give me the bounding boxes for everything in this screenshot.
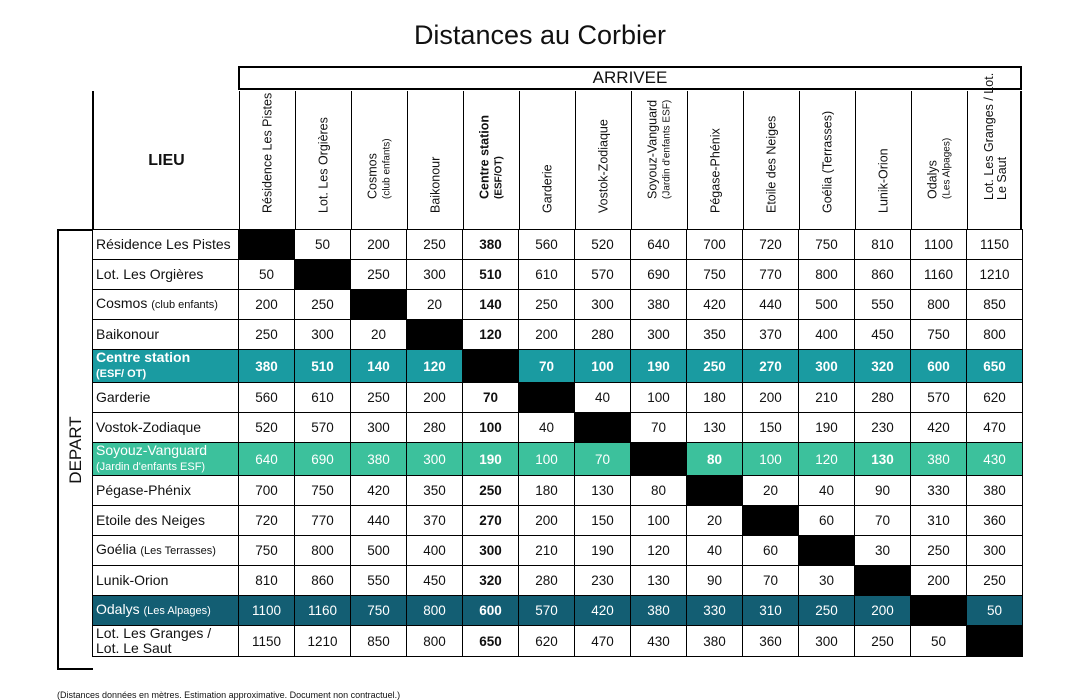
distance-cell: 200 bbox=[351, 230, 407, 260]
distance-cell: 200 bbox=[911, 566, 967, 596]
footnote: (Distances données en mètres. Estimation approximative. Document non contractuel.) bbox=[57, 690, 401, 700]
distance-cell: 860 bbox=[855, 260, 911, 290]
distance-cell: 750 bbox=[239, 536, 295, 566]
column-header-name: Goélia (Terrasses) bbox=[820, 110, 834, 213]
distance-cell: 640 bbox=[239, 443, 295, 476]
distance-cell: 520 bbox=[239, 413, 295, 443]
distance-cell: 180 bbox=[687, 383, 743, 413]
distance-cell: 310 bbox=[743, 596, 799, 626]
row-label bbox=[93, 383, 239, 413]
distance-cell: 770 bbox=[295, 506, 351, 536]
distance-table bbox=[92, 229, 1023, 657]
row-label-name: Vostok-Zodiaque bbox=[96, 419, 202, 435]
distance-cell: 510 bbox=[295, 350, 351, 383]
column-header-name: Lot. Les Orgières bbox=[316, 117, 330, 213]
row-label bbox=[93, 260, 239, 290]
distance-cell: 330 bbox=[911, 476, 967, 506]
distance-cell: 70 bbox=[855, 506, 911, 536]
distance-cell: 80 bbox=[631, 476, 687, 506]
row-label-name: Baikonour bbox=[96, 326, 160, 342]
distance-cell: 250 bbox=[855, 626, 911, 657]
distance-cell: 720 bbox=[239, 506, 295, 536]
row-label bbox=[93, 290, 239, 320]
distance-cell: 280 bbox=[575, 320, 631, 350]
distance-cell: 800 bbox=[295, 536, 351, 566]
distance-cell: 700 bbox=[239, 476, 295, 506]
distance-cell: 230 bbox=[855, 413, 911, 443]
distance-cell: 30 bbox=[855, 536, 911, 566]
table-row bbox=[93, 413, 1023, 443]
distance-cell: 380 bbox=[631, 596, 687, 626]
distance-cell: 750 bbox=[799, 230, 855, 260]
row-label-name: Goélia bbox=[96, 541, 137, 557]
distance-cell: 130 bbox=[855, 443, 911, 476]
distance-cell: 400 bbox=[799, 320, 855, 350]
distance-cell: 190 bbox=[799, 413, 855, 443]
distance-cell: 360 bbox=[967, 506, 1023, 536]
row-label-sub: Lot. Le Saut bbox=[96, 640, 172, 656]
column-header-sub: (club enfants) bbox=[381, 138, 392, 199]
distance-cell: 70 bbox=[519, 350, 575, 383]
distance-cell: 100 bbox=[743, 443, 799, 476]
distance-cell: 520 bbox=[575, 230, 631, 260]
distance-cell: 20 bbox=[743, 476, 799, 506]
table-row bbox=[93, 443, 1023, 476]
distance-cell: 280 bbox=[519, 566, 575, 596]
distance-cell: 750 bbox=[687, 260, 743, 290]
distance-cell: 420 bbox=[687, 290, 743, 320]
distance-cell: 1150 bbox=[239, 626, 295, 657]
distance-cell: 380 bbox=[239, 350, 295, 383]
row-label bbox=[93, 536, 239, 566]
distance-cell: 800 bbox=[911, 290, 967, 320]
distance-cell: 100 bbox=[631, 383, 687, 413]
distance-cell: 250 bbox=[799, 596, 855, 626]
distance-cell: 300 bbox=[799, 626, 855, 657]
distance-cell: 250 bbox=[687, 350, 743, 383]
distance-cell: 280 bbox=[855, 383, 911, 413]
distance-cell: 470 bbox=[575, 626, 631, 657]
distance-cell: 300 bbox=[575, 290, 631, 320]
distance-cell bbox=[967, 626, 1023, 657]
distance-cell: 800 bbox=[407, 596, 463, 626]
column-header-name: Garderie bbox=[540, 164, 554, 213]
distance-cell: 300 bbox=[631, 320, 687, 350]
distance-cell: 50 bbox=[295, 230, 351, 260]
distance-cell: 250 bbox=[967, 566, 1023, 596]
distance-cell: 120 bbox=[463, 320, 519, 350]
distance-cell: 20 bbox=[351, 320, 407, 350]
distance-cell: 420 bbox=[351, 476, 407, 506]
row-label-name: Etoile des Neiges bbox=[96, 512, 205, 528]
distance-cell: 850 bbox=[967, 290, 1023, 320]
table-row bbox=[93, 320, 1023, 350]
distance-cell: 150 bbox=[743, 413, 799, 443]
distance-cell: 770 bbox=[743, 260, 799, 290]
table-row bbox=[93, 260, 1023, 290]
distance-cell bbox=[855, 566, 911, 596]
row-label bbox=[93, 413, 239, 443]
row-label bbox=[93, 320, 239, 350]
distance-cell: 70 bbox=[575, 443, 631, 476]
table-row bbox=[93, 506, 1023, 536]
row-label-name: Centre station bbox=[96, 349, 191, 365]
row-label bbox=[93, 476, 239, 506]
distance-cell: 700 bbox=[687, 230, 743, 260]
row-label bbox=[93, 230, 239, 260]
distance-cell: 200 bbox=[743, 383, 799, 413]
row-label-name: Résidence Les Pistes bbox=[96, 236, 231, 252]
distance-cell: 620 bbox=[967, 383, 1023, 413]
table-row bbox=[93, 476, 1023, 506]
distance-cell bbox=[687, 476, 743, 506]
distance-cell: 500 bbox=[799, 290, 855, 320]
depart-header bbox=[57, 229, 93, 670]
distance-cell: 190 bbox=[463, 443, 519, 476]
distance-cell: 380 bbox=[631, 290, 687, 320]
distance-cell: 80 bbox=[687, 443, 743, 476]
page-title: Distances au Corbier bbox=[413, 20, 667, 50]
distance-cell: 200 bbox=[855, 596, 911, 626]
distance-cell: 570 bbox=[575, 260, 631, 290]
distance-cell: 100 bbox=[631, 506, 687, 536]
column-header-name: Baikonour bbox=[428, 156, 442, 213]
column-header bbox=[408, 91, 464, 230]
lieu-header: LIEU bbox=[94, 91, 240, 230]
distance-cell: 350 bbox=[407, 476, 463, 506]
distance-cell: 40 bbox=[799, 476, 855, 506]
column-header bbox=[912, 91, 968, 230]
column-header bbox=[800, 91, 856, 230]
distance-cell: 190 bbox=[575, 536, 631, 566]
distance-cell: 500 bbox=[351, 536, 407, 566]
row-label-name: Lot. Les Granges / bbox=[96, 625, 212, 641]
row-label bbox=[93, 506, 239, 536]
distance-cell: 450 bbox=[855, 320, 911, 350]
distance-cell: 610 bbox=[295, 383, 351, 413]
distance-cell: 320 bbox=[463, 566, 519, 596]
row-label-name: Cosmos bbox=[96, 295, 148, 311]
arrivee-header: ARRIVEE bbox=[238, 66, 1022, 90]
distance-cell: 300 bbox=[295, 320, 351, 350]
column-header bbox=[688, 91, 744, 230]
column-header bbox=[464, 91, 520, 230]
row-label-sub: (ESF/ OT) bbox=[96, 368, 147, 380]
row-label-sub: (club enfants) bbox=[151, 299, 218, 311]
distance-cell: 250 bbox=[351, 383, 407, 413]
distance-cell: 120 bbox=[631, 536, 687, 566]
column-header-name: Résidence Les Pistes bbox=[260, 92, 274, 213]
row-label-name: Odalys bbox=[96, 601, 140, 617]
distance-cell: 440 bbox=[351, 506, 407, 536]
distance-cell: 130 bbox=[575, 476, 631, 506]
distance-cell: 1210 bbox=[295, 626, 351, 657]
distance-cell: 40 bbox=[575, 383, 631, 413]
distance-cell bbox=[575, 413, 631, 443]
distance-cell: 310 bbox=[911, 506, 967, 536]
distance-cell: 40 bbox=[519, 413, 575, 443]
distance-cell: 1100 bbox=[911, 230, 967, 260]
table-row bbox=[93, 566, 1023, 596]
distance-cell: 560 bbox=[519, 230, 575, 260]
distance-cell: 90 bbox=[687, 566, 743, 596]
distance-cell bbox=[799, 536, 855, 566]
distance-cell: 800 bbox=[799, 260, 855, 290]
column-header-sub: (Les Alpages) bbox=[941, 137, 952, 199]
distance-cell: 620 bbox=[519, 626, 575, 657]
distance-cell: 300 bbox=[407, 443, 463, 476]
row-label-name: Soyouz-Vanguard bbox=[96, 442, 208, 458]
distance-cell: 50 bbox=[967, 596, 1023, 626]
distance-cell: 430 bbox=[631, 626, 687, 657]
row-label-name: Lunik-Orion bbox=[96, 572, 169, 588]
distance-cell: 750 bbox=[911, 320, 967, 350]
distance-cell: 420 bbox=[911, 413, 967, 443]
distance-cell: 600 bbox=[911, 350, 967, 383]
distance-cell: 250 bbox=[295, 290, 351, 320]
distance-cell: 210 bbox=[799, 383, 855, 413]
distance-cell: 300 bbox=[463, 536, 519, 566]
distance-cell bbox=[519, 383, 575, 413]
distance-cell: 210 bbox=[519, 536, 575, 566]
distance-cell: 370 bbox=[743, 320, 799, 350]
column-header bbox=[352, 91, 408, 230]
distance-cell: 300 bbox=[351, 413, 407, 443]
distance-cell bbox=[911, 596, 967, 626]
distance-cell: 1100 bbox=[239, 596, 295, 626]
distance-cell: 550 bbox=[855, 290, 911, 320]
distance-cell: 200 bbox=[519, 320, 575, 350]
distance-cell: 200 bbox=[407, 383, 463, 413]
table-row bbox=[93, 383, 1023, 413]
distance-cell: 400 bbox=[407, 536, 463, 566]
distance-cell: 860 bbox=[295, 566, 351, 596]
distance-cell: 650 bbox=[967, 350, 1023, 383]
column-header-name: Etoile des Neiges bbox=[764, 115, 778, 213]
distance-cell: 250 bbox=[239, 320, 295, 350]
distance-cell: 50 bbox=[911, 626, 967, 657]
distance-cell: 1160 bbox=[295, 596, 351, 626]
distance-cell: 20 bbox=[687, 506, 743, 536]
distance-cell bbox=[631, 443, 687, 476]
distance-cell: 850 bbox=[351, 626, 407, 657]
distance-cell: 250 bbox=[519, 290, 575, 320]
distance-cell: 420 bbox=[575, 596, 631, 626]
distance-cell: 200 bbox=[239, 290, 295, 320]
distance-cell: 650 bbox=[463, 626, 519, 657]
distance-cell: 280 bbox=[407, 413, 463, 443]
row-label bbox=[93, 566, 239, 596]
distance-cell: 470 bbox=[967, 413, 1023, 443]
distance-cell: 560 bbox=[239, 383, 295, 413]
distance-cell: 1150 bbox=[967, 230, 1023, 260]
distance-cell: 750 bbox=[295, 476, 351, 506]
distance-cell: 440 bbox=[743, 290, 799, 320]
distance-cell bbox=[351, 290, 407, 320]
row-label-name: Pégase-Phénix bbox=[96, 482, 191, 498]
distance-cell: 810 bbox=[855, 230, 911, 260]
depart-label: DEPART bbox=[66, 415, 85, 484]
distance-cell: 250 bbox=[911, 536, 967, 566]
distance-cell: 320 bbox=[855, 350, 911, 383]
distance-cell: 60 bbox=[743, 536, 799, 566]
distance-cell: 1160 bbox=[911, 260, 967, 290]
distance-cell: 380 bbox=[351, 443, 407, 476]
distance-cell: 30 bbox=[799, 566, 855, 596]
distance-cell: 380 bbox=[687, 626, 743, 657]
distance-cell: 120 bbox=[799, 443, 855, 476]
column-header-name: Cosmos bbox=[365, 153, 379, 199]
column-header-name: Pégase-Phénix bbox=[708, 128, 722, 213]
distance-cell: 250 bbox=[463, 476, 519, 506]
distance-cell: 640 bbox=[631, 230, 687, 260]
row-label-sub: (Jardin d'enfants ESF) bbox=[96, 461, 206, 473]
table-row bbox=[93, 230, 1023, 260]
column-header-name: Vostok-Zodiaque bbox=[596, 119, 610, 213]
distance-cell: 1210 bbox=[967, 260, 1023, 290]
distance-cell: 90 bbox=[855, 476, 911, 506]
distance-cell bbox=[295, 260, 351, 290]
distance-cell: 70 bbox=[463, 383, 519, 413]
column-header-name: Lunik-Orion bbox=[876, 148, 890, 213]
distance-cell: 200 bbox=[519, 506, 575, 536]
distance-cell bbox=[407, 320, 463, 350]
distance-cell: 300 bbox=[799, 350, 855, 383]
table-row bbox=[93, 596, 1023, 626]
distance-cell: 100 bbox=[463, 413, 519, 443]
column-header bbox=[744, 91, 800, 230]
distance-cell: 510 bbox=[463, 260, 519, 290]
distance-cell: 810 bbox=[239, 566, 295, 596]
distance-cell: 600 bbox=[463, 596, 519, 626]
column-header bbox=[240, 91, 296, 230]
distance-cell: 130 bbox=[687, 413, 743, 443]
distance-cell: 430 bbox=[967, 443, 1023, 476]
distance-cell: 570 bbox=[519, 596, 575, 626]
distance-cell: 100 bbox=[519, 443, 575, 476]
distance-cell: 50 bbox=[239, 260, 295, 290]
distance-cell: 750 bbox=[351, 596, 407, 626]
distance-cell: 140 bbox=[351, 350, 407, 383]
distance-cell: 450 bbox=[407, 566, 463, 596]
row-label bbox=[93, 350, 239, 383]
row-label-name: Garderie bbox=[96, 389, 151, 405]
column-header bbox=[968, 72, 1024, 230]
table-row bbox=[93, 350, 1023, 383]
distance-cell: 550 bbox=[351, 566, 407, 596]
distance-cell bbox=[463, 350, 519, 383]
distance-cell: 190 bbox=[631, 350, 687, 383]
column-header bbox=[520, 91, 576, 230]
column-header bbox=[856, 91, 912, 230]
distance-cell: 380 bbox=[967, 476, 1023, 506]
row-label-sub: (Les Terrasses) bbox=[140, 545, 216, 557]
distance-cell: 120 bbox=[407, 350, 463, 383]
distance-cell: 350 bbox=[687, 320, 743, 350]
distance-cell: 270 bbox=[463, 506, 519, 536]
distance-cell: 800 bbox=[967, 320, 1023, 350]
row-label bbox=[93, 443, 239, 476]
distance-cell bbox=[743, 506, 799, 536]
distance-cell: 70 bbox=[631, 413, 687, 443]
distance-cell: 180 bbox=[519, 476, 575, 506]
column-header-name: Lot. Les Granges / Lot. Le Saut bbox=[982, 72, 1009, 200]
distance-cell: 250 bbox=[407, 230, 463, 260]
distance-cell: 150 bbox=[575, 506, 631, 536]
distance-cell: 250 bbox=[351, 260, 407, 290]
distance-cell: 140 bbox=[463, 290, 519, 320]
distance-cell: 610 bbox=[519, 260, 575, 290]
row-label-sub: (Les Alpages) bbox=[143, 605, 211, 617]
distance-cell: 720 bbox=[743, 230, 799, 260]
distance-cell: 270 bbox=[743, 350, 799, 383]
distance-cell: 230 bbox=[575, 566, 631, 596]
column-header-sub: (ESF/OT) bbox=[493, 156, 504, 199]
distance-cell: 330 bbox=[687, 596, 743, 626]
row-label bbox=[93, 626, 239, 657]
table-row bbox=[93, 290, 1023, 320]
distance-cell: 690 bbox=[295, 443, 351, 476]
distance-cell: 130 bbox=[631, 566, 687, 596]
distance-cell: 370 bbox=[407, 506, 463, 536]
distance-cell: 360 bbox=[743, 626, 799, 657]
distance-cell: 380 bbox=[463, 230, 519, 260]
distance-cell: 40 bbox=[687, 536, 743, 566]
row-label bbox=[93, 596, 239, 626]
distance-cell: 570 bbox=[911, 383, 967, 413]
distance-cell: 60 bbox=[799, 506, 855, 536]
column-header bbox=[296, 91, 352, 230]
column-header bbox=[632, 91, 688, 230]
distance-cell: 800 bbox=[407, 626, 463, 657]
row-label-name: Lot. Les Orgières bbox=[96, 266, 204, 282]
distance-cell: 570 bbox=[295, 413, 351, 443]
distance-cell: 300 bbox=[407, 260, 463, 290]
distance-cell: 690 bbox=[631, 260, 687, 290]
table-row bbox=[93, 536, 1023, 566]
distance-cell: 100 bbox=[575, 350, 631, 383]
column-header-sub: (Jardin d'enfants ESF) bbox=[661, 99, 672, 199]
table-row bbox=[93, 626, 1023, 657]
distance-cell: 300 bbox=[967, 536, 1023, 566]
column-header-name: Centre station bbox=[477, 114, 491, 199]
column-header-name: Soyouz-Vanguard bbox=[645, 99, 659, 199]
distance-cell: 70 bbox=[743, 566, 799, 596]
distance-cell bbox=[239, 230, 295, 260]
distance-cell: 20 bbox=[407, 290, 463, 320]
column-header bbox=[576, 91, 632, 230]
distance-cell: 380 bbox=[911, 443, 967, 476]
column-header-name: Odalys bbox=[925, 160, 939, 199]
